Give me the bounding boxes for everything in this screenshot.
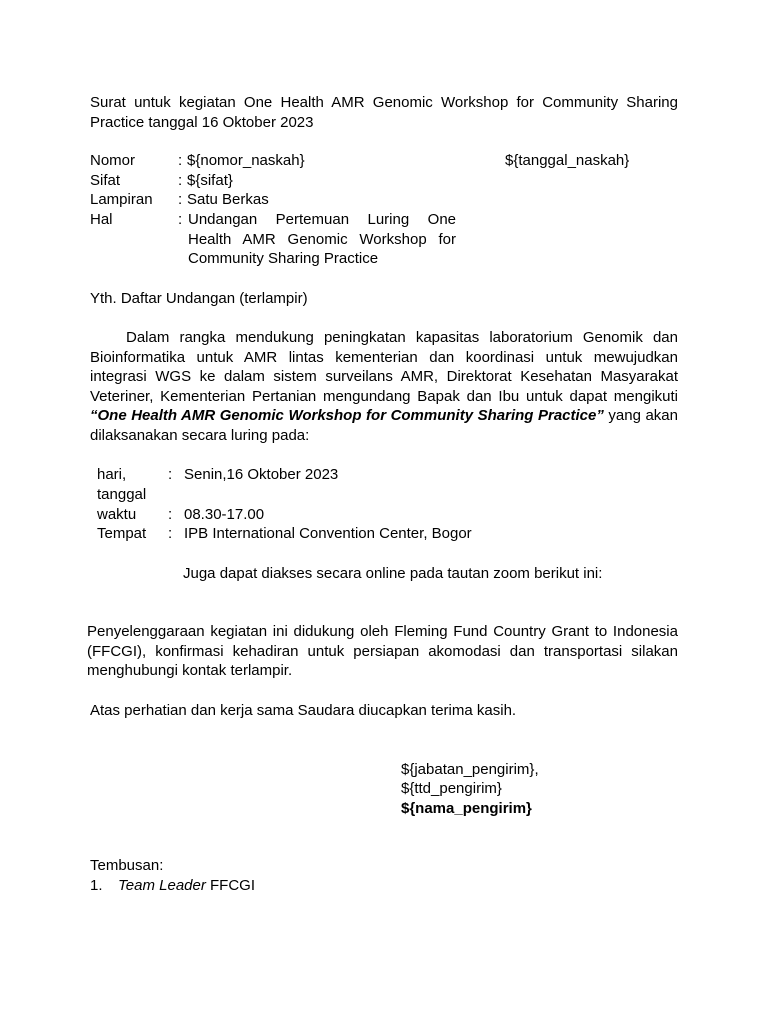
event-name: “One Health AMR Genomic Workshop for Community Sharing Practice” [90,407,604,425]
detail-label-hari: hari, [97,466,127,483]
meta-value-sifat: ${sifat} [187,172,233,189]
tembusan-item-org: FFCGI [205,877,256,894]
meta-label-nomor: Nomor [90,152,136,169]
body-intro: Dalam rangka mendukung peningkatan kapasitas laboratorium Genomik dan Bioinformatika untuk AMR lintas kementerian dan koordinasi untuk mewujudkan integrasi WGS ke dalam sistem surveilans AMR, Direktorat Kesehatan Masyarakat Veteriner, Kementerian Pertanian mengundang Bapak dan Ibu untuk dapat mengikuti [90,329,678,405]
detail-label-waktu: waktu [97,506,137,523]
subject-line: Surat untuk kegiatan One Health AMR Genomic Workshop for Community Sharing Practice tanggal 16 Oktober 2023 [90,94,678,131]
tembusan-item-role: Team Leader [118,877,206,894]
detail-value-hari: Senin,16 Oktober 2023 [184,466,339,483]
tembusan-title: Tembusan: [90,857,164,874]
signature-placeholder: ${ttd_pengirim} [401,780,502,797]
tembusan-item [90,876,255,896]
detail-colon: : [168,466,173,483]
detail-label-tempat: Tempat [97,525,147,542]
closing-line: Atas perhatian dan kerja sama Saudara diucapkan terima kasih. [90,702,517,719]
detail-label-tanggal: tanggal [97,486,147,503]
meta-label-hal: Hal [90,211,113,228]
meta-colon: : [178,172,183,189]
detail-colon: : [168,506,173,523]
body-paragraph [90,328,678,446]
detail-colon: : [168,525,173,542]
detail-value-waktu: 08.30-17.00 [184,506,265,523]
meta-label-sifat: Sifat [90,172,121,189]
support-paragraph: Penyelenggaraan kegiatan ini didukung oleh Fleming Fund Country Grant to Indonesia (FFCGI), konfirmasi kehadiran untuk persiapan akomodasi dan transportasi silakan menghubungi kontak terlampir. [87,623,678,680]
meta-colon: : [178,152,183,169]
detail-value-tempat: IPB International Convention Center, Bogor [184,525,472,542]
body-outro: yang akan dilaksanakan secara luring pada: [90,407,678,444]
tembusan-item-number: 1. [90,877,103,894]
meta-value-nomor: ${nomor_naskah} [187,152,305,169]
letter-date: ${tanggal_naskah} [505,152,630,169]
meta-value-hal: Undangan Pertemuan Luring One Health AMR Genomic Workshop for Community Sharing Practice [188,211,456,268]
meta-value-lampiran: Satu Berkas [187,191,269,208]
meta-label-lampiran: Lampiran [90,191,153,208]
signature-position: ${jabatan_pengirim}, [401,761,539,778]
meta-colon: : [178,211,183,228]
meta-colon: : [178,191,183,208]
signature-name: ${nama_pengirim} [401,800,532,817]
online-note: Juga dapat diakses secara online pada tautan zoom berikut ini: [183,565,603,582]
recipient-line: Yth. Daftar Undangan (terlampir) [90,290,308,307]
